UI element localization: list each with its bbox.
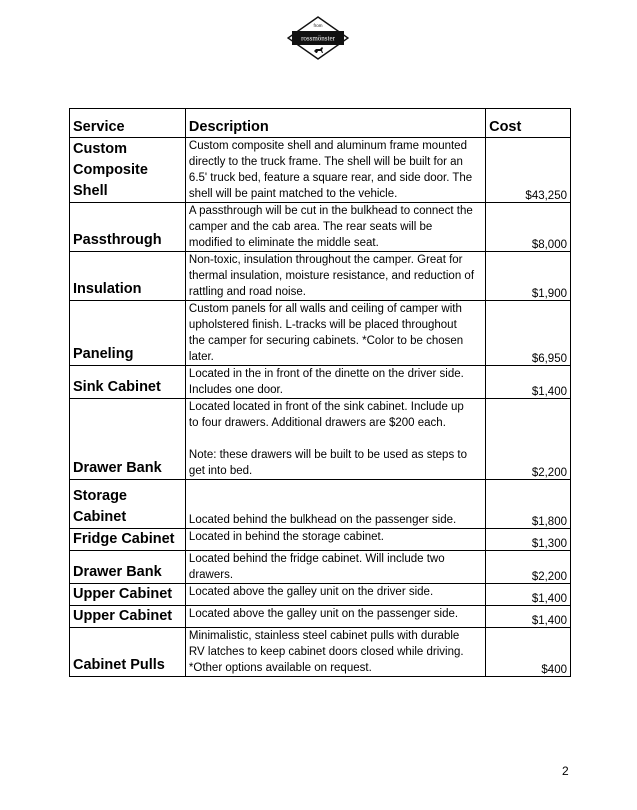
table-row [70, 399, 571, 480]
description-cell [185, 203, 485, 252]
table-row [70, 203, 571, 252]
table-header-row [70, 109, 571, 138]
cost-cell: $6,950 [486, 301, 571, 366]
service-cell: Fridge Cabinet [70, 529, 186, 551]
services-table [69, 108, 571, 677]
description-line: the camper for securing cabinets. *Color to be chosen [188, 335, 464, 347]
description-line: Includes one door. [188, 384, 283, 396]
cost-cell: $1,900 [486, 252, 571, 301]
cost-cell: $8,000 [486, 203, 571, 252]
description-line: Located behind the fridge cabinet. Will include two [188, 553, 445, 565]
table-row [70, 628, 571, 677]
description-header: Description [185, 109, 485, 138]
description-line: directly to the truck frame. The shell will be built for an [188, 156, 463, 168]
description-line: Custom panels for all walls and ceiling of camper with [188, 303, 462, 315]
description-line: 6.5' truck bed, feature a square rear, and side door. The [188, 172, 473, 184]
description-line [189, 496, 482, 512]
service-cell: Insulation [70, 252, 186, 301]
description-cell [185, 301, 485, 366]
cost-cell: $1,800 [486, 480, 571, 529]
table-row [70, 551, 571, 584]
description-line: Located behind the bulkhead on the passenger side. [188, 514, 457, 526]
service-cell: Cabinet Pulls [70, 628, 186, 677]
service-cell: Drawer Bank [70, 399, 186, 480]
service-cell: Storage Cabinet [70, 480, 186, 529]
table-row [70, 301, 571, 366]
table-row [70, 584, 571, 606]
service-header: Service [70, 109, 186, 138]
cost-cell: $1,300 [486, 529, 571, 551]
description-cell [185, 628, 485, 677]
description-line: Located above the galley unit on the driver side. [188, 586, 434, 598]
service-cell: Custom Composite Shell [70, 138, 186, 203]
description-cell [185, 252, 485, 301]
description-line [189, 431, 482, 447]
description-line: Custom composite shell and aluminum frame mounted [188, 140, 467, 152]
description-line: camper and the cab area. The rear seats will be [188, 221, 433, 233]
table-row [70, 138, 571, 203]
description-line: *Other options available on request. [188, 662, 372, 674]
cost-cell: $400 [486, 628, 571, 677]
cost-cell: $2,200 [486, 399, 571, 480]
table-row [70, 366, 571, 399]
description-line: Located in the in front of the dinette on the driver side. [188, 368, 464, 380]
description-cell [185, 606, 485, 628]
table-row [70, 606, 571, 628]
rossmonster-logo [287, 16, 349, 60]
description-line: A passthrough will be cut in the bulkhead to connect the [188, 205, 473, 217]
service-cell: Sink Cabinet [70, 366, 186, 399]
description-line: Note: these drawers will be built to be used as steps to [188, 449, 467, 461]
description-cell [185, 551, 485, 584]
cost-cell: $1,400 [486, 606, 571, 628]
description-line: modified to eliminate the middle seat. [188, 237, 379, 249]
description-line: Non-toxic, insulation throughout the camper. Great for [188, 254, 463, 266]
service-cell: Drawer Bank [70, 551, 186, 584]
description-line: to four drawers. Additional drawers are $200 each. [188, 417, 446, 429]
logo-top-text: from [313, 23, 323, 28]
description-line: rattling and road noise. [188, 286, 306, 298]
cost-cell: $43,250 [486, 138, 571, 203]
description-cell [185, 399, 485, 480]
cost-cell: $2,200 [486, 551, 571, 584]
description-line: Located above the galley unit on the passenger side. [188, 608, 459, 620]
description-line: shell will be paint matched to the vehicle. [188, 188, 398, 200]
description-line: upholstered finish. L-tracks will be placed throughout [188, 319, 457, 331]
description-cell [185, 529, 485, 551]
description-line [189, 480, 482, 496]
page-number: 2 [562, 764, 569, 778]
description-line: Minimalistic, stainless steel cabinet pulls with durable [188, 630, 460, 642]
description-cell [185, 584, 485, 606]
description-line: drawers. [188, 569, 234, 581]
description-cell [185, 480, 485, 529]
logo-brand-text: rossmönster [301, 34, 335, 43]
cost-cell: $1,400 [486, 584, 571, 606]
description-cell [185, 138, 485, 203]
service-cell: Passthrough [70, 203, 186, 252]
description-line: RV latches to keep cabinet doors closed while driving. [188, 646, 464, 658]
table-row [70, 529, 571, 551]
description-line: thermal insulation, moisture resistance, and reduction of [188, 270, 475, 282]
table-row [70, 480, 571, 529]
description-cell [185, 366, 485, 399]
service-cell: Paneling [70, 301, 186, 366]
cost-header: Cost [486, 109, 571, 138]
description-line: Located in behind the storage cabinet. [188, 531, 384, 543]
table-row [70, 252, 571, 301]
description-line: get into bed. [188, 465, 253, 477]
cost-cell: $1,400 [486, 366, 571, 399]
description-line: Located located in front of the sink cabinet. Include up [188, 401, 464, 413]
service-cell: Upper Cabinet [70, 606, 186, 628]
description-line: later. [188, 351, 214, 363]
service-cell: Upper Cabinet [70, 584, 186, 606]
